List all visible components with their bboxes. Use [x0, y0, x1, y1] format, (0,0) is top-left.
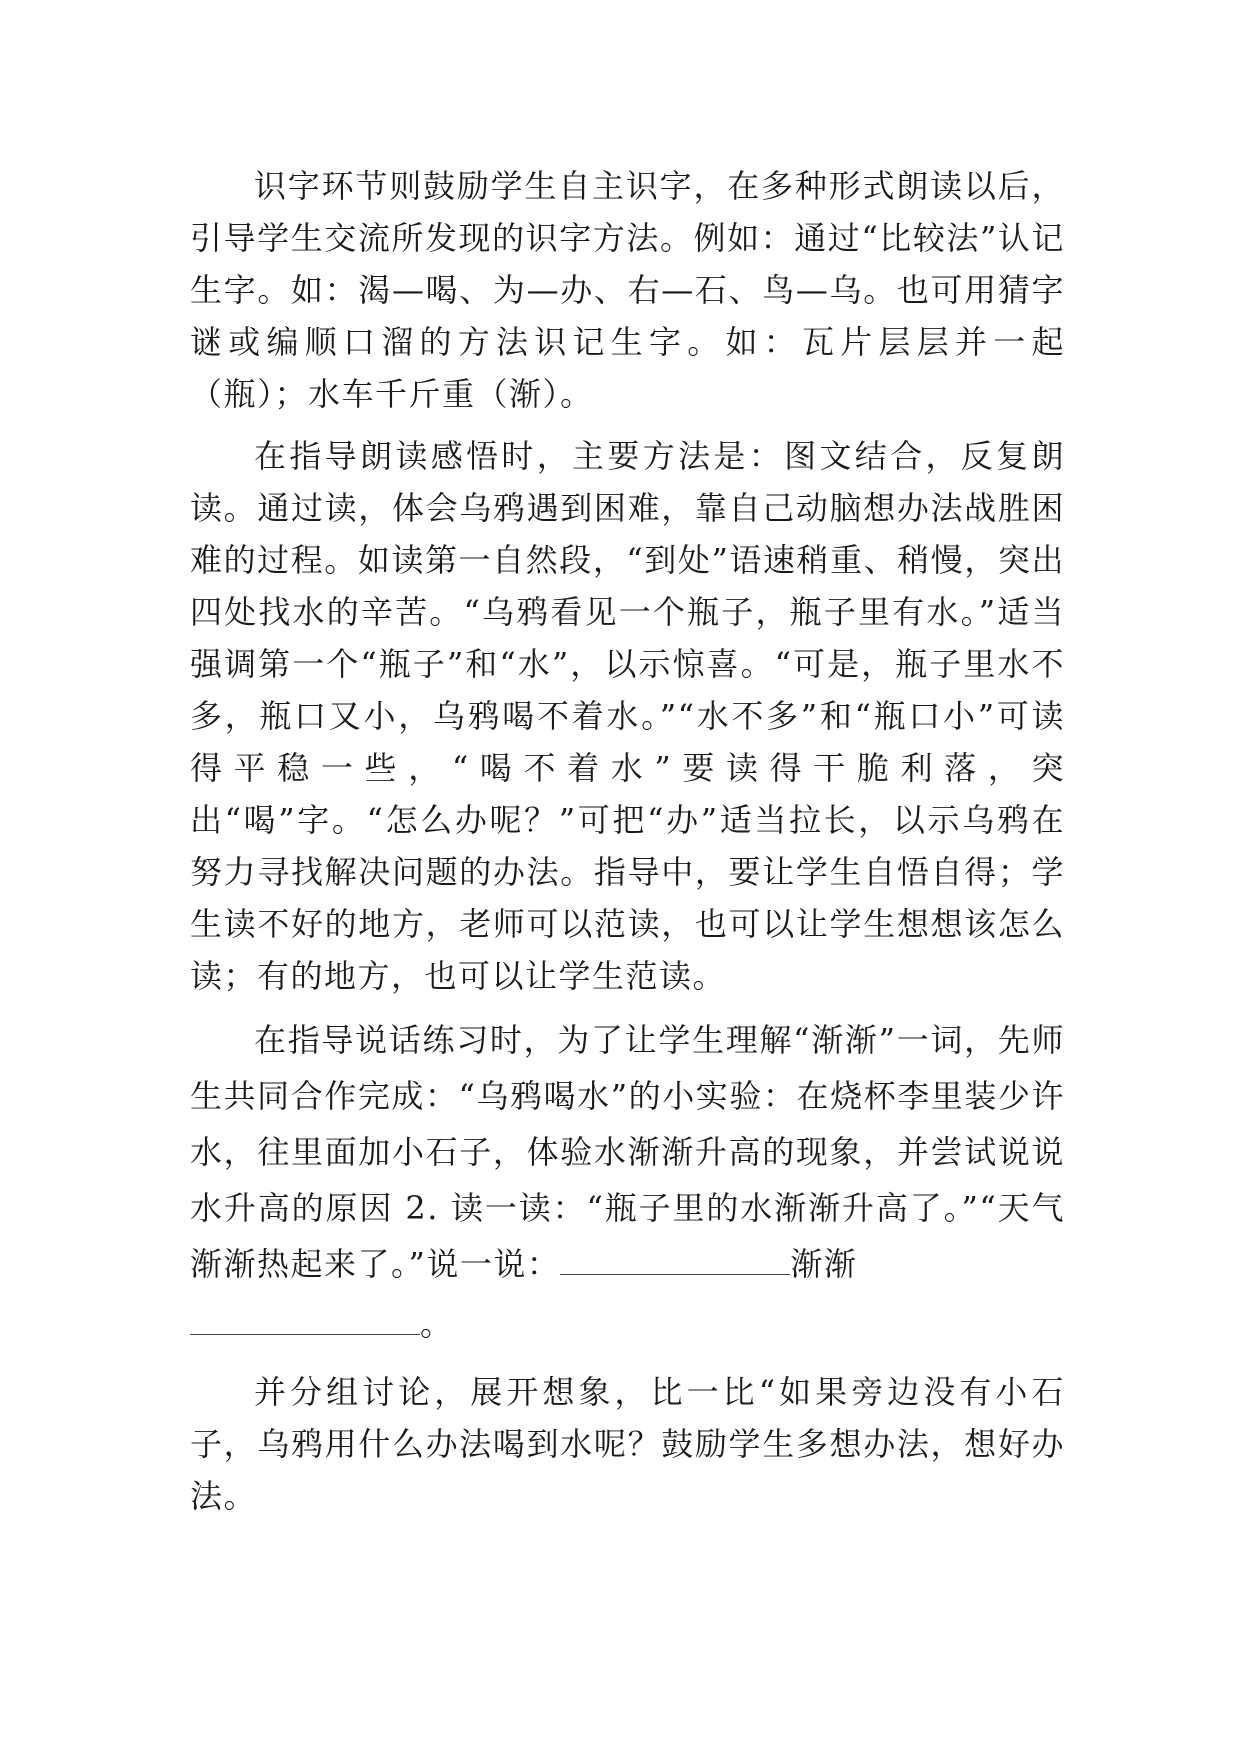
paragraph-reading-guidance: 在指导朗读感悟时，主要方法是：图文结合，反复朗读。通过读，体会乌鸦遇到困难，靠自己动脑想办法战胜困难的过程。如读第一自然段，“到处”语速稍重、稍慢，突出四处找水的辛苦。“乌鸦看见一个瓶子，瓶子里有水。”适当强调第一个“瓶子”和“水”，以示惊喜。“可是，瓶子里水不多，瓶口又小，乌鸦喝不着水。”“水不多”和“瓶口小”可读得平稳一些，“喝不着水”要读得干脆利落，突出“喝”字。“怎么办呢？”可把“办”适当拉长，以示乌鸦在努力寻找解决问题的办法。指导中，要让学生自悟自得；学生读不好的地方，老师可以范读，也可以让学生想想该怎么读；有的地方，也可以让学生范读。	[190, 437, 1065, 995]
paragraph-literacy: 识字环节则鼓励学生自主识字，在多种形式朗读以后，引导学生交流所发现的识字方法。例如：通过“比较法”认记生字。如：渴—喝、为—办、右—石、鸟—乌。也可用猜字谜或编顺口溜的方法识记生字。如：瓦片层层并一起（瓶）；水车千斤重（渐）。	[190, 167, 1065, 413]
paragraph-group-discussion: 并分组讨论，展开想象，比一比“如果旁边没有小石子，乌鸦用什么办法喝到水呢？鼓励学生多想办法，想好办法。	[190, 1373, 1065, 1515]
exercise-intro-text: 在指导说话练习时，为了让学生理解“渐渐”一词，先师生共同合作完成：“乌鸦喝水”的小实验：在烧杯李里装少许水，往里面加小石子，体验水渐渐升高的现象，并尝试说说水升高的原因 2. 读一读：“瓶子里的水渐渐升高了。”“天气渐渐热起来了。”说一说：	[190, 1021, 1065, 1283]
exercise-middle-word: 渐渐	[790, 1245, 858, 1283]
fill-blank-line	[190, 1296, 1065, 1352]
fill-blank-1[interactable]	[560, 1244, 790, 1275]
document-page	[190, 160, 1065, 1522]
fill-blank-2[interactable]	[190, 1304, 420, 1335]
exercise-end-mark: 。	[420, 1305, 454, 1343]
paragraph-speaking-exercise	[190, 1012, 1065, 1292]
